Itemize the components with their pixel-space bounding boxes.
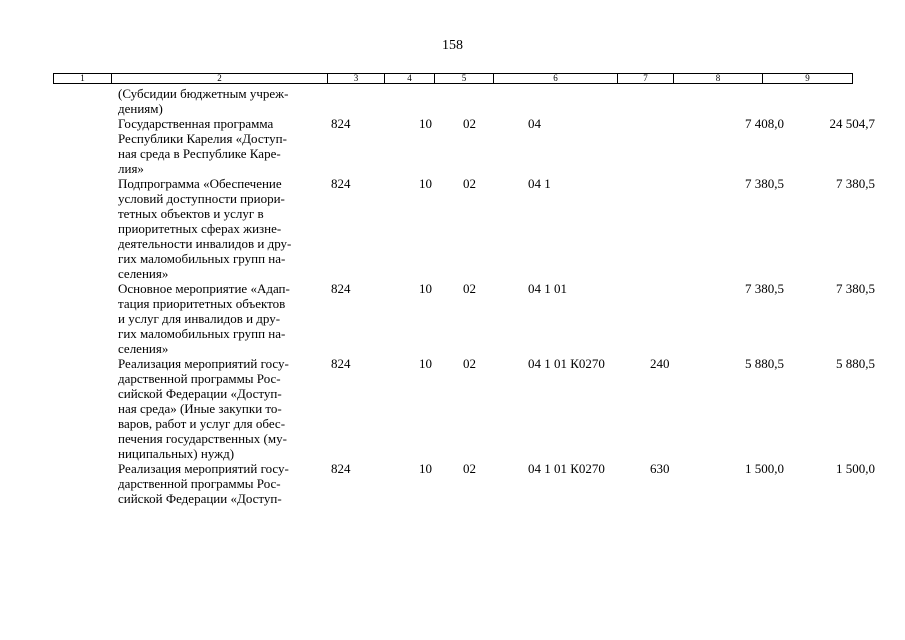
cell-amount-1: 1 500,0 (745, 461, 784, 476)
table-row (0, 176, 905, 281)
row-name-line: Республики Карелия «Доступ- (118, 131, 287, 146)
row-name-line: тация приоритетных объектов (118, 296, 286, 311)
cell-target-code: 04 1 (528, 176, 551, 191)
table-row (0, 461, 905, 506)
row-name-line: (Субсидии бюджетным учреж- (118, 86, 289, 101)
row-name-line: приоритетных сферах жизне- (118, 221, 282, 236)
cell-amount-1: 7 380,5 (745, 176, 784, 191)
row-name-line: деятельности инвалидов и дру- (118, 236, 292, 251)
row-name-line: варов, работ и услуг для обес- (118, 416, 286, 431)
row-name (118, 281, 323, 356)
cell-ministry-code: 824 (331, 356, 351, 371)
cell-expense-type: 630 (650, 461, 670, 476)
row-name-line: селения» (118, 341, 169, 356)
row-name (118, 461, 323, 506)
column-header-9: 9 (805, 73, 810, 83)
table-row (0, 281, 905, 356)
cell-subsection: 02 (463, 356, 476, 371)
row-name-line: дарственной программы Рос- (118, 476, 281, 491)
row-name-line: Основное мероприятие «Адап- (118, 281, 290, 296)
row-name-line: ная среда» (Иные закупки то- (118, 401, 282, 416)
row-name-line: ная среда в Республике Каре- (118, 146, 281, 161)
cell-target-code: 04 1 01 К0270 (528, 356, 605, 371)
column-header-3: 3 (328, 74, 385, 83)
column-header-5: 5 (435, 74, 494, 83)
cell-amount-1: 7 408,0 (745, 116, 784, 131)
row-name (118, 86, 323, 116)
cell-section: 10 (419, 281, 432, 296)
cell-ministry-code: 824 (331, 116, 351, 131)
row-name (118, 116, 323, 176)
cell-section: 10 (419, 176, 432, 191)
cell-subsection: 02 (463, 176, 476, 191)
cell-subsection: 02 (463, 281, 476, 296)
column-header-2: 2 (112, 74, 328, 83)
cell-target-code: 04 1 01 К0270 (528, 461, 605, 476)
table-row (0, 356, 905, 461)
row-name-line: ниципальных) нужд) (118, 446, 235, 461)
row-name-line: дарственной программы Рос- (118, 371, 281, 386)
table-row (0, 86, 905, 116)
table-body (0, 86, 905, 506)
row-name-line: лия» (118, 161, 144, 176)
cell-amount-2: 24 504,7 (829, 116, 875, 131)
column-header-4: 4 (385, 74, 435, 83)
row-name-line: Реализация мероприятий госу- (118, 461, 289, 476)
cell-ministry-code: 824 (331, 281, 351, 296)
row-name-line: печения государственных (му- (118, 431, 287, 446)
page-number: 158 (442, 38, 463, 53)
row-name-line: дениям) (118, 101, 163, 116)
row-name-line: условий доступности приори- (118, 191, 285, 206)
row-name-line: тетных объектов и услуг в (118, 206, 264, 221)
table-header-row (53, 73, 853, 84)
cell-amount-2: 7 380,5 (836, 176, 875, 191)
cell-section: 10 (419, 356, 432, 371)
row-name-line: Реализация мероприятий госу- (118, 356, 289, 371)
column-header-6: 6 (494, 74, 618, 83)
row-name-line: сийской Федерации «Доступ- (118, 386, 282, 401)
cell-section: 10 (419, 461, 432, 476)
cell-ministry-code: 824 (331, 461, 351, 476)
row-name-line: гих маломобильных групп на- (118, 326, 286, 341)
table-row (0, 116, 905, 176)
row-name-line: селения» (118, 266, 169, 281)
cell-amount-1: 7 380,5 (745, 281, 784, 296)
column-header-8: 8 (674, 74, 763, 83)
row-name (118, 176, 323, 281)
row-name-line: гих маломобильных групп на- (118, 251, 286, 266)
row-name-line: Подпрограмма «Обеспечение (118, 176, 282, 191)
cell-target-code: 04 1 01 (528, 281, 567, 296)
row-name-line: и услуг для инвалидов и дру- (118, 311, 281, 326)
cell-subsection: 02 (463, 116, 476, 131)
cell-amount-1: 5 880,5 (745, 356, 784, 371)
cell-amount-2: 1 500,0 (836, 461, 875, 476)
column-header-1: 1 (54, 74, 112, 83)
cell-ministry-code: 824 (331, 176, 351, 191)
cell-expense-type: 240 (650, 356, 670, 371)
cell-target-code: 04 (528, 116, 541, 131)
row-name-line: сийской Федерации «Доступ- (118, 491, 282, 506)
cell-subsection: 02 (463, 461, 476, 476)
cell-section: 10 (419, 116, 432, 131)
cell-amount-2: 5 880,5 (836, 356, 875, 371)
row-name (118, 356, 323, 461)
row-name-line: Государственная программа (118, 116, 274, 131)
column-header-7: 7 (618, 74, 674, 83)
cell-amount-2: 7 380,5 (836, 281, 875, 296)
